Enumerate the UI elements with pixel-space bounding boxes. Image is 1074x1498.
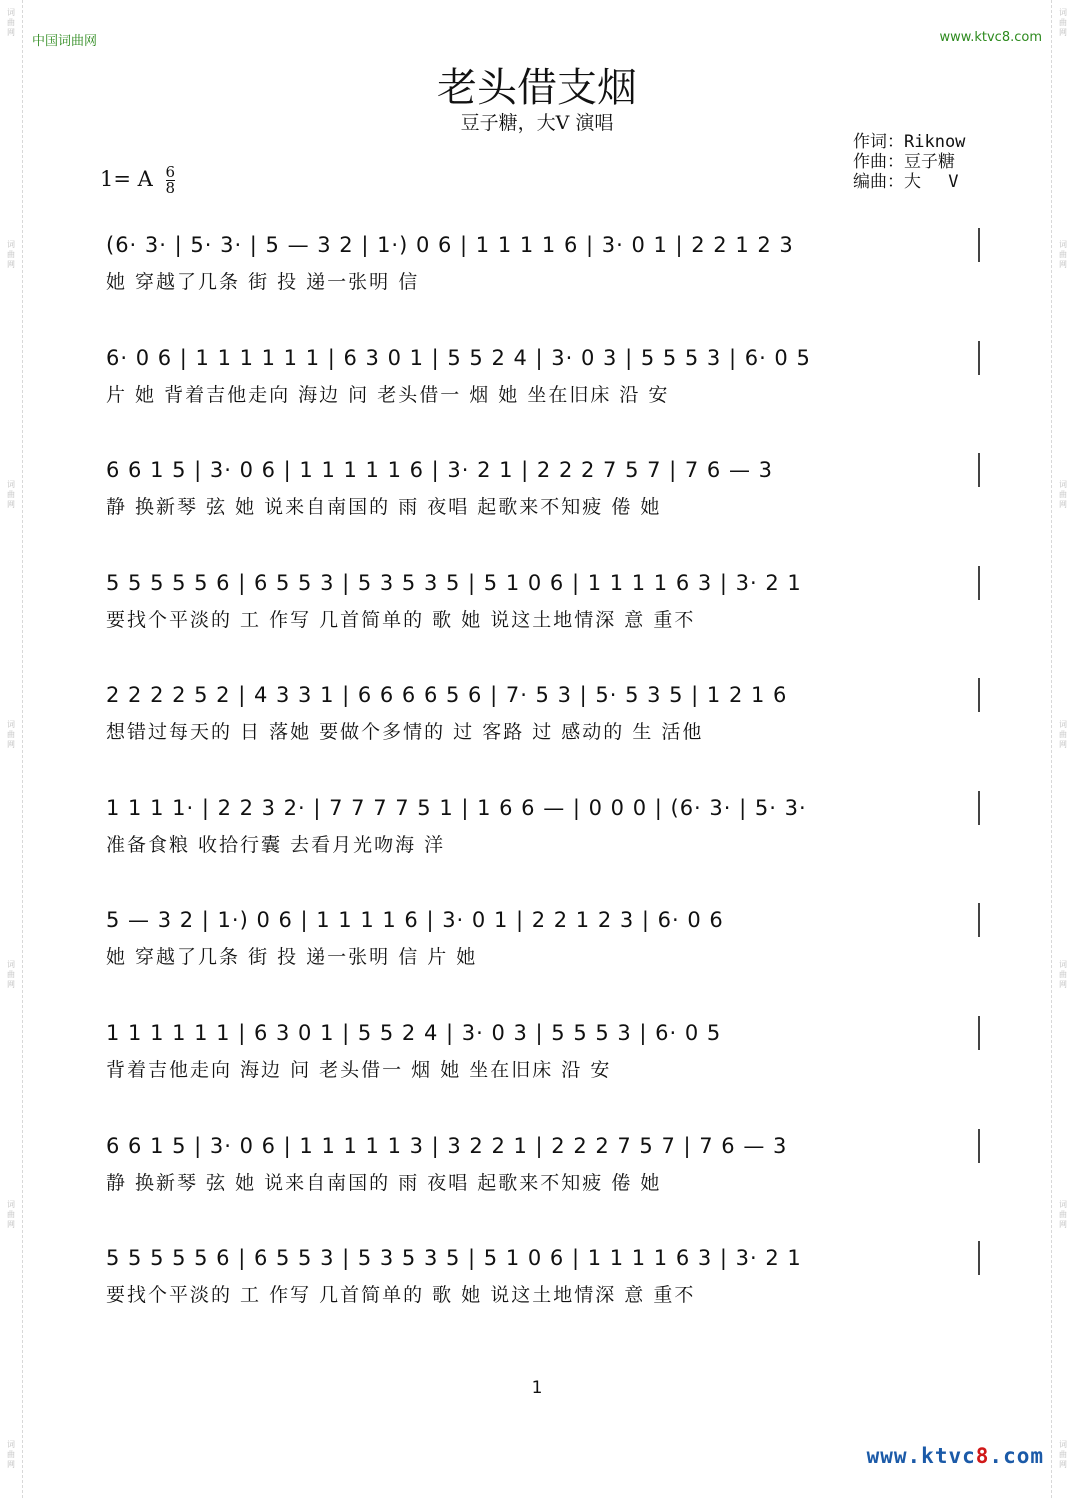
- song-title: 老头借支烟: [437, 65, 637, 111]
- song-performers: 豆子糖，大V 演唱: [460, 112, 614, 134]
- side-watermark: 词曲网: [7, 8, 15, 37]
- time-signature-numerator: 6: [165, 163, 176, 181]
- notation-line: 1 1 1 1 1 1 | 6 3 0 1 | 5 5 2 4 | 3· 0 3 | 5 5 5 3 | 6· 0 5: [106, 1016, 980, 1050]
- side-watermark: 词曲网: [1059, 720, 1067, 749]
- notation-line: 5 — 3 2 | 1·) 0 6 | 1 1 1 1 6 | 3· 0 1 | 2 2 1 2 3 | 6· 0 6: [106, 903, 980, 937]
- composer-credit: 作曲：豆子糖: [853, 152, 955, 172]
- side-watermark: 词曲网: [1059, 240, 1067, 269]
- notation-line: 5 5 5 5 5 6 | 6 5 5 3 | 5 3 5 3 5 | 5 1 0 6 | 1 1 1 1 6 3 | 3· 2 1: [106, 566, 980, 600]
- page-number: 1: [531, 1378, 543, 1398]
- score-system: [106, 903, 978, 983]
- footer-logo-pre: www.ktvc: [866, 1444, 976, 1468]
- side-watermark: 词曲网: [7, 720, 15, 749]
- footer-logo-accent: 8: [975, 1444, 990, 1468]
- footer-logo-post: .com: [989, 1444, 1044, 1468]
- lyricist-credit: 作词：Riknow: [853, 132, 966, 152]
- credits-block: [853, 132, 965, 192]
- side-watermark: 词曲网: [1059, 960, 1067, 989]
- side-watermark: 词曲网: [7, 1440, 15, 1469]
- time-signature-denominator: 8: [165, 179, 176, 197]
- side-watermark: 词曲网: [1059, 480, 1067, 509]
- side-watermark: 词曲网: [1059, 8, 1067, 37]
- notation-line: 5 5 5 5 5 6 | 6 5 5 3 | 5 3 5 3 5 | 5 1 0 6 | 1 1 1 1 6 3 | 3· 2 1: [106, 1241, 980, 1275]
- side-watermark: 词曲网: [7, 240, 15, 269]
- side-watermark: 词曲网: [7, 480, 15, 509]
- lyrics-line: 准备食粮 收拾行囊 去看月光吻海 洋: [106, 834, 446, 856]
- notation-line: (6· 3· | 5· 3· | 5 — 3 2 | 1·) 0 6 | 1 1 1 1 6 | 3· 0 1 | 2 2 1 2 3: [106, 228, 980, 262]
- notation-line: 1 1 1 1· | 2 2 3 2· | 7 7 7 7 5 1 | 1 6 6 — | 0 0 0 | (6· 3· | 5· 3·: [106, 791, 980, 825]
- notation-line: 6 6 1 5 | 3· 0 6 | 1 1 1 1 1 6 | 3· 2 1 | 2 2 2 7 5 7 | 7 6 — 3: [106, 453, 980, 487]
- side-watermark: 词曲网: [1059, 1440, 1067, 1469]
- lyrics-line: 背着吉他走向 海边 问 老头借一 烟 她 坐在旧床 沿 安: [106, 1059, 612, 1081]
- score-system: [106, 1016, 978, 1096]
- score-system: [106, 341, 978, 421]
- lyrics-line: 片 她 背着吉他走向 海边 问 老头借一 烟 她 坐在旧床 沿 安: [106, 384, 670, 406]
- key-signature: [100, 165, 175, 196]
- lyrics-line: 要找个平淡的 工 作写 几首简单的 歌 她 说这土地情深 意 重不: [106, 1284, 696, 1306]
- lyrics-line: 她 穿越了几条 街 投 递一张明 信: [106, 271, 420, 293]
- score-system: [106, 453, 978, 533]
- arranger-credit: 编曲：大 V: [853, 172, 959, 192]
- side-watermark: 词曲网: [1059, 1200, 1067, 1229]
- score-system: [106, 566, 978, 646]
- score-system: [106, 791, 978, 871]
- notation-line: 2 2 2 2 5 2 | 4 3 3 1 | 6 6 6 6 5 6 | 7· 5 3 | 5· 5 3 5 | 1 2 1 6: [106, 678, 980, 712]
- key-label: 1= A: [100, 167, 153, 191]
- score-system: [106, 228, 978, 308]
- lyrics-line: 静 换新琴 弦 她 说来自南国的 雨 夜唱 起歌来不知疲 倦 她: [106, 1172, 662, 1194]
- site-url-link[interactable]: www.ktvc8.com: [939, 30, 1042, 45]
- time-signature: [166, 165, 176, 196]
- side-watermark: 词曲网: [7, 1200, 15, 1229]
- score-system: [106, 1129, 978, 1209]
- right-watermark-strip: [1051, 0, 1074, 1498]
- notation-line: 6 6 1 5 | 3· 0 6 | 1 1 1 1 1 3 | 3 2 2 1 | 2 2 2 7 5 7 | 7 6 — 3: [106, 1129, 980, 1163]
- lyrics-line: 静 换新琴 弦 她 说来自南国的 雨 夜唱 起歌来不知疲 倦 她: [106, 496, 662, 518]
- notation-line: 6· 0 6 | 1 1 1 1 1 1 | 6 3 0 1 | 5 5 2 4 | 3· 0 3 | 5 5 5 3 | 6· 0 5: [106, 341, 980, 375]
- score-system: [106, 1241, 978, 1321]
- lyrics-line: 她 穿越了几条 街 投 递一张明 信 片 她: [106, 946, 478, 968]
- footer-site-logo[interactable]: [867, 1444, 1044, 1468]
- lyrics-line: 想错过每天的 日 落她 要做个多情的 过 客路 过 感动的 生 活他: [106, 721, 704, 743]
- site-name-link[interactable]: 中国词曲网: [32, 34, 98, 49]
- side-watermark: 词曲网: [7, 960, 15, 989]
- score-system: [106, 678, 978, 758]
- lyrics-line: 要找个平淡的 工 作写 几首简单的 歌 她 说这土地情深 意 重不: [106, 609, 696, 631]
- left-watermark-strip: [0, 0, 23, 1498]
